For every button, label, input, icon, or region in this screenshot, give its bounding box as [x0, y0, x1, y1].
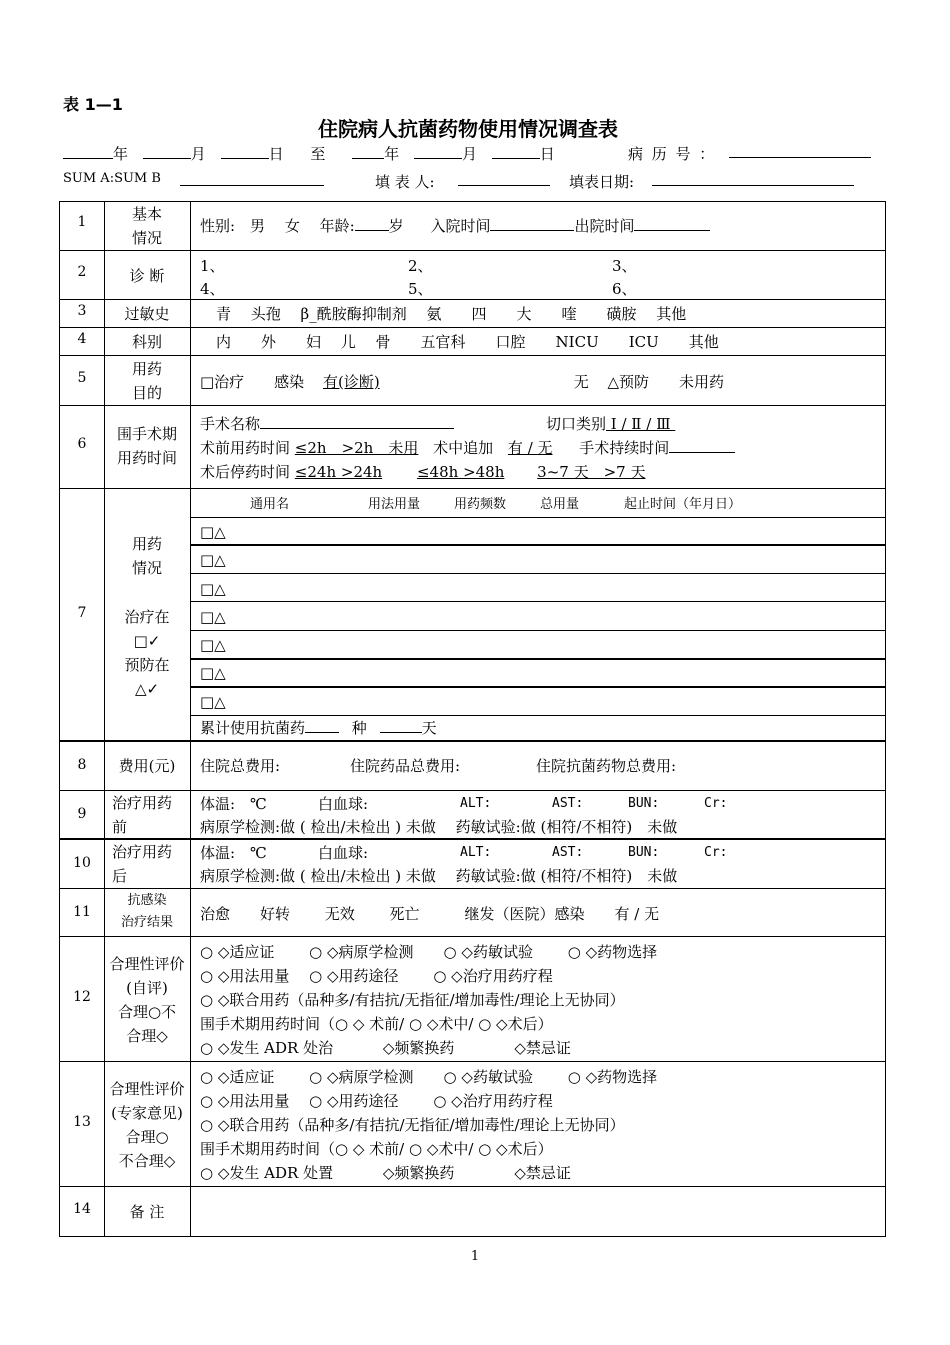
filler-label: 填 表 人: — [375, 173, 435, 191]
after-temp: 体温: ℃ — [200, 844, 267, 862]
row-9-category: 治疗用药 前 — [112, 794, 173, 836]
expert-eval-line-2[interactable]: ○ ◇用法用量 ○ ◇用药途径 ○ ◇治疗用药疗程 — [200, 1092, 553, 1110]
col-total: 总用量 — [540, 497, 580, 512]
drug-row-5[interactable]: □△ — [200, 636, 226, 654]
incision-line — [546, 412, 675, 436]
drug-row-1[interactable]: □△ — [200, 523, 226, 541]
diagnosis-3[interactable]: 3、 — [612, 257, 637, 275]
self-eval-line-1[interactable]: ○ ◇适应证 ○ ◇病原学检测 ○ ◇药敏试验 ○ ◇药物选择 — [200, 943, 658, 961]
purpose-prevent[interactable]: △预防 未用药 — [607, 373, 725, 391]
expert-eval-line-5[interactable]: ○ ◇发生 ADR 处置 ◇频繁换药 ◇禁忌证 — [200, 1164, 571, 1182]
after-bun: BUN: — [628, 845, 660, 860]
pre-op-label: 术前用药时间 — [200, 439, 291, 457]
expert-eval-line-4[interactable]: 围手术期用药时间（○ ◇ 术前/ ○ ◇术中/ ○ ◇术后） — [200, 1140, 553, 1158]
total-cost-label: 住院总费用: — [200, 757, 281, 775]
col-period: 起止时间（年月日） — [624, 497, 742, 512]
discharge-label: 出院时间 — [574, 217, 635, 235]
year2-label: 年 — [384, 145, 400, 163]
post-op-line — [200, 460, 645, 484]
before-pathogen-line: 病原学检测:做 ( 检出/未检出 ) 未做 药敏试验:做 (相符/不相符) 未做 — [200, 818, 678, 836]
kinds-label: 种 — [351, 719, 367, 737]
intra-op-options[interactable]: 有 / 无 — [507, 439, 553, 457]
fill-date-field[interactable] — [652, 171, 854, 186]
page-title: 住院病人抗菌药物使用情况调查表 — [318, 117, 618, 141]
date-range-line — [63, 143, 555, 164]
table-number: 表 1—1 — [63, 95, 123, 114]
sum-label: SUM A:SUM B — [63, 171, 161, 186]
row-9-num: 9 — [77, 806, 87, 822]
col-divider-2 — [190, 202, 191, 1236]
pre-op-line — [200, 436, 735, 460]
incision-label: 切口类别 — [546, 415, 607, 433]
row-12-category: 合理性评价 (自评) 合理○不 合理◇ — [109, 955, 185, 1045]
row-13-category: 合理性评价 (专家意见) 合理○ 不合理◇ — [109, 1080, 185, 1170]
post-op-option-1[interactable]: ≤24h >24h — [294, 463, 383, 481]
post-op-option-3[interactable]: 3~7 天 >7 天 — [537, 463, 646, 481]
to-label: 至 — [310, 145, 326, 163]
diagnosis-6[interactable]: 6、 — [612, 280, 637, 298]
day2-label: 日 — [539, 145, 555, 163]
department-options[interactable]: 内 外 妇 儿 骨 五官科 口腔 NICU ICU 其他 — [216, 333, 719, 351]
incision-options[interactable]: I / Ⅱ / Ⅲ — [606, 415, 676, 433]
purpose-none[interactable]: 无 — [573, 373, 589, 391]
intra-op-label: 术中追加 — [433, 439, 494, 457]
after-ast: AST: — [552, 845, 584, 860]
after-pathogen-line: 病原学检测:做 ( 检出/未检出 ) 未做 药敏试验:做 (相符/不相符) 未做 — [200, 867, 678, 885]
gender-age-label: 性别: 男 女 年龄: — [200, 217, 355, 235]
row-7-category: 用药 情况 — [131, 535, 162, 577]
row-10-num: 10 — [73, 855, 91, 871]
operation-name-line — [200, 412, 454, 436]
day-label: 日 — [268, 145, 284, 163]
cumulative-line — [200, 716, 437, 740]
age-unit: 岁 — [388, 217, 404, 235]
row-14-category: 备 注 — [129, 1203, 165, 1221]
row-3-num: 3 — [77, 303, 87, 319]
row-2-category: 诊 断 — [129, 267, 165, 285]
diagnosis-2[interactable]: 2、 — [408, 257, 433, 275]
sum-field[interactable] — [180, 171, 324, 186]
drug-cost-label: 住院药品总费用: — [350, 757, 461, 775]
post-op-option-2[interactable]: ≤48h >48h — [416, 463, 505, 481]
diagnosis-5[interactable]: 5、 — [408, 280, 433, 298]
self-eval-line-2[interactable]: ○ ◇用法用量 ○ ◇用药途径 ○ ◇治疗用药疗程 — [200, 967, 553, 985]
row-2-num: 2 — [77, 264, 87, 280]
row-7-legend: 治疗在 □✓ 预防在 △✓ — [124, 608, 170, 698]
self-eval-line-4[interactable]: 围手术期用药时间（○ ◇ 术前/ ○ ◇术中/ ○ ◇术后） — [200, 1015, 553, 1033]
row-6-num: 6 — [77, 436, 87, 452]
drug-row-6[interactable]: □△ — [200, 664, 226, 682]
before-bun: BUN: — [628, 796, 660, 811]
row-8-num: 8 — [77, 757, 87, 773]
duration-label: 手术持续时间 — [579, 439, 670, 457]
row-14-num: 14 — [73, 1201, 91, 1217]
after-wbc: 白血球: — [318, 844, 369, 862]
outcome-options[interactable]: 治愈 好转 无效 死亡 继发（医院）感染 有 / 无 — [200, 905, 660, 923]
row-11-category: 抗感染 治疗结果 — [120, 893, 173, 930]
row-3-category: 过敏史 — [124, 305, 170, 323]
fill-date-label: 填表日期: — [569, 173, 635, 191]
post-op-label: 术后停药时间 — [200, 463, 291, 481]
allergy-options[interactable]: 青 头孢 β_酰胺酶抑制剂 氨 四 大 喹 磺胺 其他 — [216, 305, 687, 323]
row-8-category: 费用(元) — [118, 757, 176, 775]
col-dosage: 用法用量 — [368, 497, 421, 512]
before-alt: ALT: — [460, 796, 492, 811]
drug-row-4[interactable]: □△ — [200, 608, 226, 626]
purpose-options[interactable] — [200, 370, 724, 394]
before-ast: AST: — [552, 796, 584, 811]
row-10-category: 治疗用药 后 — [112, 843, 173, 885]
drug-row-2[interactable]: □△ — [200, 551, 226, 569]
record-number-field[interactable] — [729, 143, 871, 158]
row-12-num: 12 — [73, 989, 91, 1005]
expert-eval-line-3[interactable]: ○ ◇联合用药（品种多/有拮抗/无指征/增加毒性/理论上无协同） — [200, 1116, 625, 1134]
cumulative-label: 累计使用抗菌药 — [200, 719, 306, 737]
page-number: 1 — [470, 1249, 480, 1264]
pre-op-options[interactable]: ≤2h >2h 未用 — [294, 439, 419, 457]
remarks-field[interactable] — [191, 1187, 886, 1237]
after-cr: Cr: — [704, 845, 728, 860]
self-eval-line-3[interactable]: ○ ◇联合用药（品种多/有拮抗/无指征/增加毒性/理论上无协同） — [200, 991, 625, 1009]
row-6-category: 围手术期 用药时间 — [116, 425, 177, 467]
row-5-category: 用药 目的 — [131, 360, 162, 402]
row-7-num: 7 — [77, 605, 87, 621]
self-eval-line-5[interactable]: ○ ◇发生 ADR 处治 ◇频繁换药 ◇禁忌证 — [200, 1039, 571, 1057]
row-11-num: 11 — [73, 904, 91, 920]
col-frequency: 用药频数 — [454, 497, 507, 512]
survey-table — [59, 201, 886, 1237]
row-1-category: 基本 情况 — [131, 205, 162, 247]
row-1-content — [200, 214, 710, 238]
expert-eval-line-1[interactable]: ○ ◇适应证 ○ ◇病原学检测 ○ ◇药敏试验 ○ ◇药物选择 — [200, 1068, 658, 1086]
purpose-diagnosis[interactable]: 有(诊断) — [322, 373, 380, 391]
before-temp: 体温: ℃ — [200, 795, 267, 813]
diagnosis-1[interactable]: 1、 — [200, 257, 225, 275]
antibiotic-cost-label: 住院抗菌药物总费用: — [536, 757, 677, 775]
row-4-num: 4 — [77, 331, 87, 347]
after-alt: ALT: — [460, 845, 492, 860]
purpose-treat[interactable]: □治疗 感染 — [200, 373, 305, 391]
drug-row-3[interactable]: □△ — [200, 580, 226, 598]
col-generic-name: 通用名 — [250, 497, 290, 512]
drug-row-7[interactable]: □△ — [200, 693, 226, 711]
record-number-label: 病 历 号 ： — [628, 145, 717, 163]
month-label: 月 — [190, 145, 206, 163]
row-1-num: 1 — [77, 214, 87, 230]
row-13-num: 13 — [73, 1114, 91, 1130]
row-4-category: 科别 — [131, 333, 162, 351]
admit-label: 入院时间 — [430, 217, 491, 235]
row-5-num: 5 — [77, 370, 87, 386]
before-wbc: 白血球: — [318, 795, 369, 813]
filler-field[interactable] — [458, 171, 550, 186]
before-cr: Cr: — [704, 796, 728, 811]
diagnosis-4[interactable]: 4、 — [200, 280, 225, 298]
days-label: 天 — [421, 719, 437, 737]
month2-label: 月 — [461, 145, 477, 163]
operation-name-label: 手术名称 — [200, 415, 261, 433]
year-label: 年 — [113, 145, 129, 163]
